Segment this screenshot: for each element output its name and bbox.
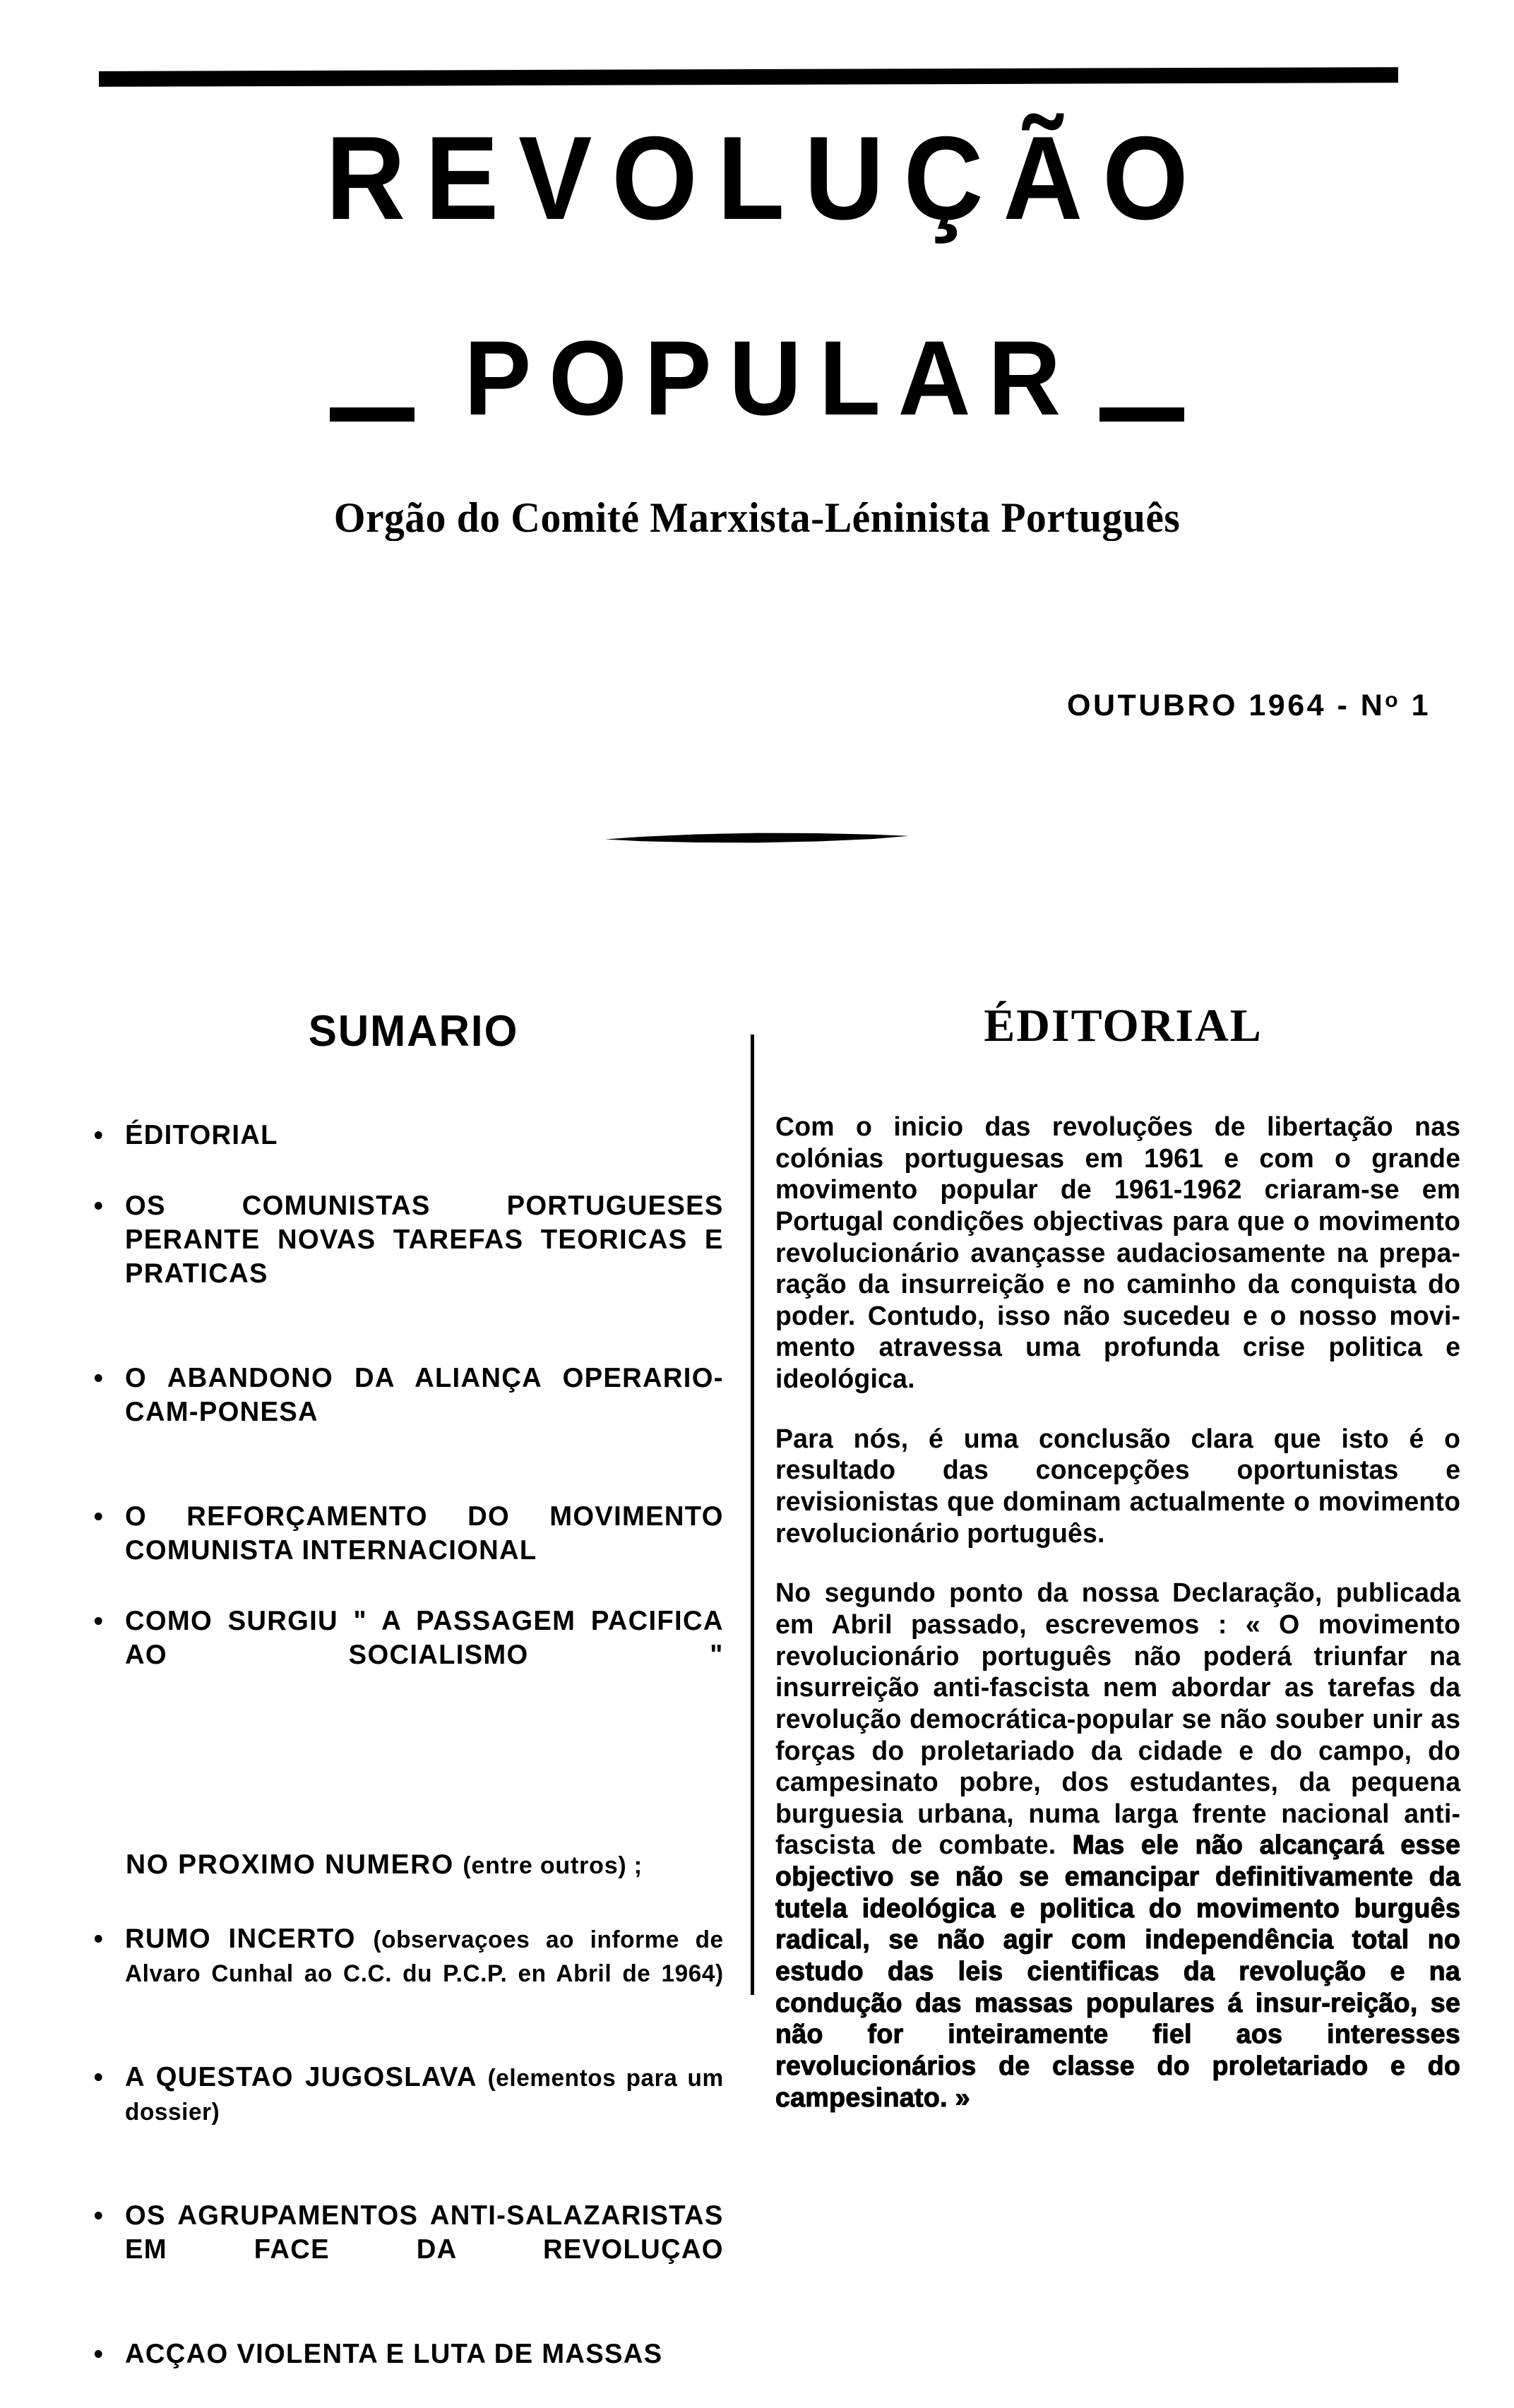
toc-item[interactable] [90, 1500, 724, 1568]
toc-item-label: O REFORÇAMENTO DO MOVIMENTO COMUNISTA INTERNACIONAL [125, 1501, 724, 1566]
sumario-section-gap [90, 1743, 737, 1849]
publication-title-line-1: REVOLUÇÃO [326, 112, 1208, 244]
toc-item[interactable] [90, 2337, 724, 2371]
editorial-paragraph: Para nós, é uma conclusão clara que isto é o resultado das concepções oportunistas e revisionistas que dominam actualmente o movimento revolucionário português. [775, 1424, 1461, 1549]
toc-item-note: (elementos para um dossier) [125, 2065, 724, 2126]
toc-item-label: O ABANDONO DA ALIANÇA OPERARIO-CAM-PONESA [125, 1362, 724, 1427]
toc-item[interactable] [90, 1119, 724, 1152]
section-ornament-divider [605, 830, 909, 845]
masthead-top-rule [99, 67, 1398, 87]
editorial-column [775, 1000, 1471, 2114]
toc-item-label: OS COMUNISTAS PORTUGUESES PERANTE NOVAS TAREFAS TEORICAS E PRATICAS [125, 1190, 724, 1289]
publication-title-line-2: POPULAR [464, 318, 1079, 437]
next-issue-heading: NO PROXIMO NUMERO [126, 1849, 454, 1880]
issue-number: 1 [1400, 689, 1431, 722]
column-divider-rule [751, 1035, 754, 1995]
publication-title-line-2-row [0, 318, 1514, 437]
toc-item[interactable] [90, 1189, 724, 1325]
editorial-quote-emphasis: Mas ele não alcançará esse objectivo se não se emancipar definitivamente da tutela ideológica e politica do movimento burguês radical, se não agir com independência total no estudo das leis cientificas da revolução e na condução das massas populares á insur-reição, se não for inteiramente fiel aos interesses revolucionários de classe do proletariado e do campesinato. » [775, 1830, 1461, 2113]
next-issue-heading-row [90, 1849, 737, 1882]
toc-item-label: ACÇAO VIOLENTA E LUTA DE MASSAS [125, 2339, 663, 2370]
dash-left-ornament [330, 407, 415, 422]
publication-subtitle: Orgão do Comité Marxista-Léninista Português [333, 494, 1181, 541]
toc-item-label: RUMO INCERTO [125, 1924, 374, 1955]
sumario-heading: SUMARIO [308, 1007, 519, 1056]
editorial-paragraph-quote [775, 1578, 1460, 2114]
next-issue-note: (entre outros) ; [463, 1852, 643, 1879]
issue-month-year: OUTUBRO 1964 - N [1067, 689, 1385, 722]
editorial-quote-plain: No segundo ponto da nossa Declaração, publicada em Abril passado, escrevemos : « O movimento revolucionário português não poderá triunfar na insurreição anti-fascista nem abordar as tarefas da revolução democrática-popular se não souber unir as forças do proletariado da cidade e do campo, do campesinato pobre, dos estudantes, da pequena burguesia urbana, numa larga frente nacional anti-fascista de combate. [775, 1578, 1461, 1861]
editorial-heading: ÉDITORIAL [984, 1000, 1263, 1051]
toc-item[interactable] [90, 1604, 724, 1706]
issue-line [1067, 689, 1431, 723]
sumario-column [90, 1007, 737, 2408]
editorial-paragraph: Com o inicio das revoluções de libertação nas colónias portuguesas em 1961 e com o grande movimento popular de 1961-1962 criaram-se em Portugal condições objectivas para que o movimento revolucionário avançasse audaciosamente na prepa-ração da insurreição e no caminho da conquista do poder. Contudo, isso não sucedeu e o nosso movi-mento atravessa uma profunda crise politica e ideológica. [775, 1112, 1461, 1395]
toc-item-label: COMO SURGIU " A PASSAGEM PACIFICA AO SOCIALISMO " [125, 1605, 724, 1670]
toc-item-label: A QUESTAO JUGOSLAVA [125, 2062, 488, 2093]
toc-item[interactable] [90, 2199, 724, 2301]
dash-right-ornament [1099, 407, 1184, 422]
toc-item[interactable] [90, 2061, 724, 2162]
toc-item[interactable] [90, 1922, 724, 2024]
toc-item[interactable] [90, 1361, 724, 1463]
toc-item-label: ÉDITORIAL [125, 1120, 278, 1150]
issue-number-ordinal: o [1385, 689, 1401, 712]
toc-item-label: OS AGRUPAMENTOS ANTI-SALAZARISTAS EM FACE DA REVOLUÇAO [125, 2200, 724, 2265]
toc-item-note: (observaçoes ao informe de Alvaro Cunhal ao C.C. du P.C.P. en Abril de 1964) [125, 1926, 724, 1988]
